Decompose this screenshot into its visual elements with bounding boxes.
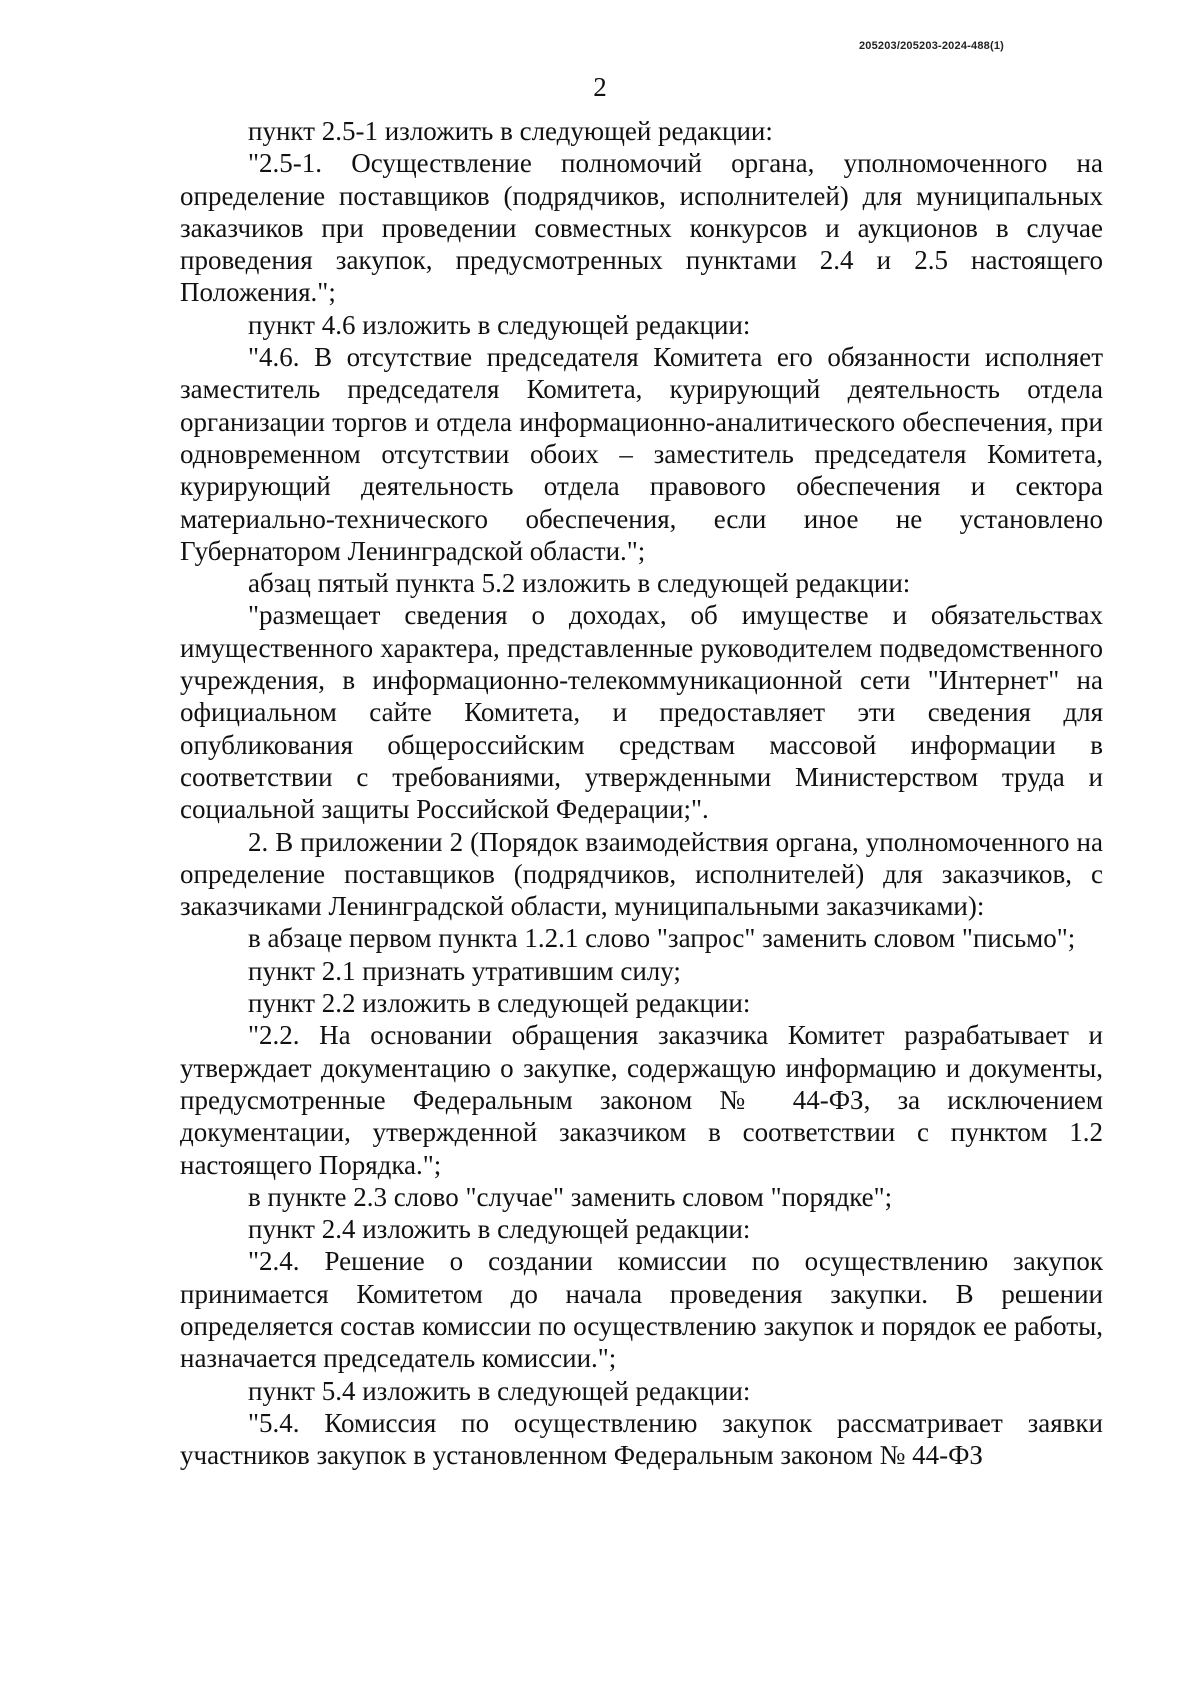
- paragraph-amend-1-2-1: в абзаце первом пункта 1.2.1 слово "запрос" заменить словом "письмо";: [248, 923, 1076, 954]
- paragraph-5-4-text: "5.4. Комиссия по осуществлению закупок рассматривает заявки участников закупок в установленном Федеральным законом № 44-ФЗ: [180, 1407, 1103, 1471]
- paragraph-amend-2-5-1-intro: пункт 2.5-1 изложить в следующей редакции:: [248, 116, 773, 146]
- paragraph-amend-5-4-intro: пункт 5.4 изложить в следующей редакции:: [248, 1375, 751, 1406]
- paragraph-4-6-text: "4.6. В отсутствие председателя Комитета его обязанности исполняет заместитель председателя Комитета, курирующий деятельность отдела организации торгов и отдела информационно-аналитического обеспечения, при одновременном отсутствии обоих – заместитель председателя Комитета, курирующий деятельность отдела правового обеспечения и сектора материально-технического обеспечения, если иное не установлено Губернатором Ленинградской области.";: [180, 342, 1103, 566]
- document-body: [180, 115, 1103, 1471]
- paragraph-2-5-1-text: "2.5-1. Осуществление полномочий органа, уполномоченного на определение поставщиков (подрядчиков, исполнителей) для муниципальных заказчиков при проведении совместных конкурсов и аукционов в случае проведения закупок, предусмотренных пунктами 2.4 и 2.5 настоящего Положения.";: [180, 148, 1103, 308]
- document-registration-number: 205203/205203-2024-488(1): [858, 40, 1004, 52]
- paragraph-section-2-appendix: 2. В приложении 2 (Порядок взаимодействия органа, уполномоченного на определение поставщиков (подрядчиков, исполнителей) для заказчиков, с заказчиками Ленинградской области, муниципальными заказчиками):: [180, 826, 1103, 922]
- paragraph-amend-5-2-intro: абзац пятый пункта 5.2 изложить в следующей редакции:: [248, 568, 911, 599]
- paragraph-2-4-text: "2.4. Решение о создании комиссии по осуществлению закупок принимается Комитетом до начала проведения закупки. В решении определяется состав комиссии по осуществлению закупок и порядок ее работы, назначается председатель комиссии.";: [180, 1246, 1103, 1374]
- paragraph-amend-2-2-intro: пункт 2.2 изложить в следующей редакции:: [248, 988, 751, 1019]
- paragraph-amend-2-3: в пункте 2.3 слово "случае" заменить словом "порядке";: [248, 1181, 893, 1212]
- paragraph-amend-4-6-intro: пункт 4.6 изложить в следующей редакции:: [248, 309, 751, 340]
- paragraph-repeal-2-1: пункт 2.1 признать утратившим силу;: [248, 955, 681, 986]
- paragraph-amend-2-4-intro: пункт 2.4 изложить в следующей редакции:: [248, 1214, 751, 1245]
- paragraph-5-2-text: "размещает сведения о доходах, об имуществе и обязательствах имущественного характера, представленные руководителем подведомственного учреждения, в информационно-телекоммуникационной сети "Интернет" на официальном сайте Комитета, и предоставляет эти сведения для опубликования общероссийским средствам массовой информации в соответствии с требованиями, утвержденными Министерством труда и социальной защиты Российской Федерации;".: [180, 600, 1103, 825]
- paragraph-2-2-text: "2.2. На основании обращения заказчика Комитет разрабатывает и утверждает документацию о закупке, содержащую информацию и документы, предусмотренные Федеральным законом № 44-ФЗ, за исключением документации, утвержденной заказчиком в соответствии с пунктом 1.2 настоящего Порядка.";: [180, 1020, 1103, 1180]
- page-number: 2: [593, 72, 607, 102]
